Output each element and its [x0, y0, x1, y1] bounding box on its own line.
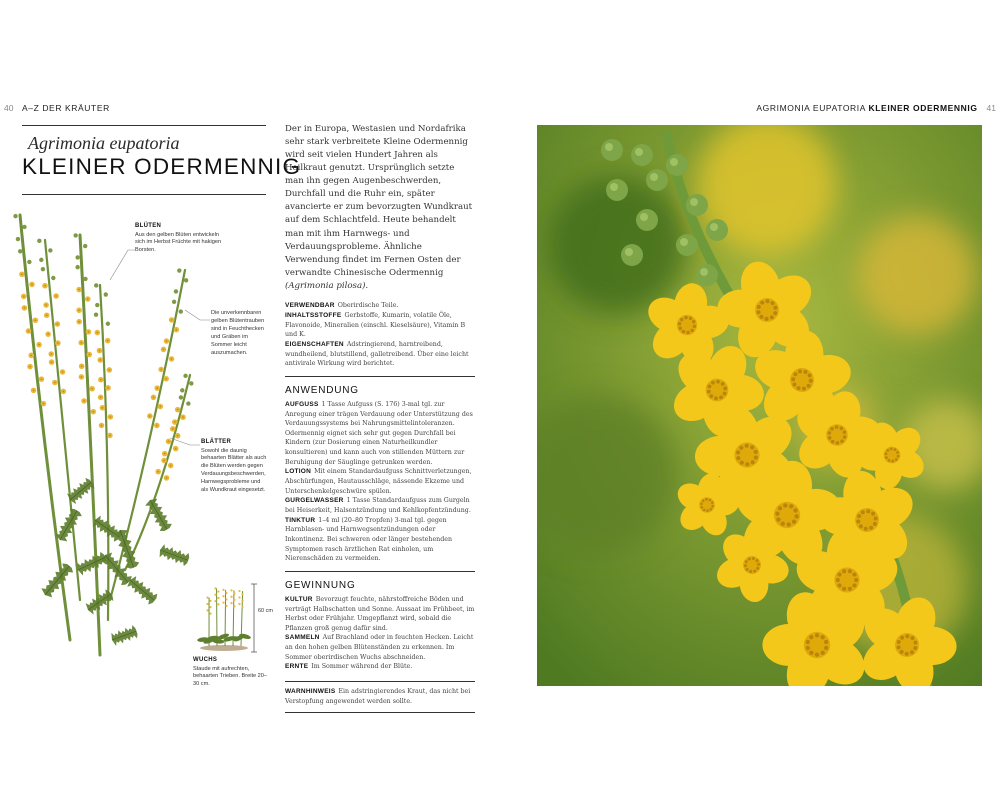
running-header-right: [756, 103, 996, 113]
flower-center: [55, 295, 57, 297]
fact-usable: VERWENDBAR Oberirdische Teile.: [285, 301, 399, 309]
stamen: [852, 572, 856, 576]
bud: [180, 388, 184, 392]
flower-center: [38, 344, 40, 346]
flower-center: [81, 376, 83, 378]
flower-center: [166, 477, 168, 479]
flower-center: [21, 273, 23, 275]
flower-center: [108, 369, 110, 371]
flower-center: [109, 416, 111, 418]
caption-leaves-text: Sowohl die daunig behaarten Blätter als auch die Blüten werden gegen Verdauungsbeschwerden, Harnwegsprobleme und als Wundkraut eingesetzt.: [201, 447, 267, 494]
stamen: [852, 583, 856, 587]
bokeh-blob: [857, 215, 977, 335]
common-name: KLEINER ODERMENNIG: [22, 154, 302, 179]
flower-center: [172, 428, 174, 430]
bud: [94, 283, 98, 287]
flower-center: [160, 369, 162, 371]
flower-center: [170, 465, 172, 467]
flower-center: [78, 321, 80, 323]
intro-text: Der in Europa, Westasien und Nordafrika sehr stark verbreitete Kleine Odermennig wird seit vielen Hundert Jahren als Heilkraut genutzt. Ursprünglich setzte man ihn gegen Augenbeschwerden, Durchfall und die Ruhr ein, später avancierte er zum bevorzugten Wundkraut auf dem Schlachtfeld. Heute behandelt man mit ihm Harnwegs- und Verdauungsprobleme. Ähnliche Verwendung findet im Fernen Osten der verwandte Chinesische Odermennig: [285, 124, 473, 278]
flower-center: [78, 289, 80, 291]
caption-leaves-label: BLÄTTER: [201, 439, 232, 445]
caption-growth-label: WUCHS: [193, 657, 218, 663]
caption-flowers-text: Aus den gelben Blüten entwickeln sich im Herbst Früchte mit hakigen Borsten.: [135, 231, 222, 254]
flower-center: [171, 319, 173, 321]
usage-tincture: TINKTUR 1–4 ml (20–80 Tropfen) 3-mal tgl. gegen Harnblasen- und Harnwegsentzündungen oder Inkontinenz. Bei schweren oder länger bestehenden Symptomen rasch ärztlichen Rat einholen, um Nierenschäden zu vermeiden.: [285, 516, 453, 563]
mini-flower: [222, 589, 224, 591]
title-rule-bottom: [22, 194, 266, 195]
bud: [51, 276, 55, 280]
growth-habit-illustration: [195, 580, 253, 652]
bud: [184, 278, 188, 282]
page-number-right: 41: [986, 103, 996, 113]
bud: [183, 374, 187, 378]
stamen: [842, 569, 846, 573]
flower-center: [100, 396, 102, 398]
warning-box: WARNHINWEIS Ein adstringierendes Kraut, das nicht bei Verstopfung angewendet werden sollte.: [285, 681, 475, 712]
flower-center: [56, 323, 58, 325]
stamen: [842, 587, 846, 591]
mini-flower: [209, 606, 211, 608]
flower-center: [174, 421, 176, 423]
mini-flower: [222, 602, 224, 604]
bud: [179, 309, 183, 313]
running-header-left: [4, 103, 110, 113]
flower-center: [177, 435, 179, 437]
photo-bud-highlight: [670, 158, 678, 166]
flower-center: [99, 350, 101, 352]
harvest-gathering: SAMMELN Auf Brachland oder in feuchten Hecken. Leicht an den hohen gelben Blütenständen zu erkennen. Im Sommer oberirdischen Wuchs abschneiden.: [285, 634, 474, 661]
photo-bud-highlight: [650, 173, 658, 181]
flower-center: [78, 309, 80, 311]
plant-photograph: [537, 125, 982, 686]
page-number-left: 40: [4, 103, 14, 113]
stem: [100, 285, 108, 620]
photo-bud: [696, 264, 718, 286]
stamen: [854, 578, 858, 582]
bud: [39, 258, 43, 262]
bud: [27, 260, 31, 264]
bud: [106, 322, 110, 326]
facts-block: [285, 301, 475, 369]
flower-center: [45, 304, 47, 306]
section-title: A–Z DER KRÄUTER: [21, 103, 110, 113]
flower-center: [62, 371, 64, 373]
mini-flower: [222, 595, 224, 597]
mini-flower: [214, 587, 216, 589]
flower-center: [47, 333, 49, 335]
flower-center: [159, 406, 161, 408]
leaf: [54, 507, 83, 543]
flower-center: [96, 332, 98, 334]
flower-center: [175, 329, 177, 331]
title-rule-top: [22, 125, 266, 126]
caption-spikes: [211, 310, 269, 358]
flower-center: [31, 284, 33, 286]
flower-center: [102, 407, 104, 409]
caption-flowers: [135, 222, 230, 255]
bud: [83, 244, 87, 248]
photo-bud: [601, 139, 623, 161]
caption-growth: [193, 656, 273, 689]
photo-bud: [686, 194, 708, 216]
photo-bud-highlight: [700, 268, 708, 276]
mini-flower: [230, 596, 232, 598]
bud: [83, 277, 87, 281]
mini-flower: [206, 609, 208, 611]
mini-flower: [217, 590, 219, 592]
harvest-crop: ERNTE Im Sommer während der Blüte.: [285, 663, 413, 671]
caption-flowers-label: BLÜTEN: [135, 223, 162, 229]
stamen: [836, 578, 840, 582]
intro-paragraph: [285, 123, 475, 293]
mini-flower: [214, 600, 216, 602]
flower-center: [156, 387, 158, 389]
flower-center: [30, 354, 32, 356]
flower-center: [57, 342, 59, 344]
flower-center: [165, 378, 167, 380]
leaf-vein: [150, 500, 167, 529]
bud: [48, 248, 52, 252]
flower-center: [163, 349, 165, 351]
intro-latin: (Agrimonia pilosa).: [285, 280, 369, 291]
mini-flower: [225, 605, 227, 607]
height-scale-bar: [250, 582, 258, 654]
bud: [75, 265, 79, 269]
photo-bud: [666, 154, 688, 176]
stamen: [837, 572, 841, 576]
flower-center: [101, 425, 103, 427]
caption-leader-flowers: [110, 250, 135, 280]
bud: [22, 225, 26, 229]
flower-center: [51, 361, 53, 363]
mini-flower: [206, 603, 208, 605]
mini-flower: [238, 596, 240, 598]
mini-flower: [230, 589, 232, 591]
header-latin-name: AGRIMONIA EUPATORIA: [756, 103, 866, 113]
flower-center: [182, 416, 184, 418]
flower-center: [109, 435, 111, 437]
flower-center: [62, 391, 64, 393]
photo-bud-highlight: [680, 238, 688, 246]
flower-center: [171, 358, 173, 360]
photo-bud-highlight: [640, 213, 648, 221]
bud: [174, 289, 178, 293]
fact-properties: EIGENSCHAFTEN Adstringierend, harntreibend, wundheilend, blutstillend, galletreibend. Über eine leicht antivirale Wirkung wird berichtet.: [285, 340, 469, 368]
bud: [177, 268, 181, 272]
mini-flower: [238, 590, 240, 592]
usage-gargle: GURGELWASSER 1 Tasse Standardaufguss zum Gurgeln bei Heiserkeit, Halsentzündung und Kehlkopfentzündung.: [285, 497, 471, 514]
mini-flower: [217, 597, 219, 599]
flower-center: [177, 409, 179, 411]
flower-center: [164, 453, 166, 455]
mini-flower: [241, 606, 243, 608]
flower-center: [163, 460, 165, 462]
leaf: [75, 551, 108, 576]
flower-center: [29, 366, 31, 368]
flower-center: [88, 354, 90, 356]
mini-flower: [241, 600, 243, 602]
mini-flower: [217, 603, 219, 605]
photo-bud: [646, 169, 668, 191]
bud: [75, 255, 79, 259]
flower-center: [34, 319, 36, 321]
flower-center: [54, 382, 56, 384]
flower-center: [41, 378, 43, 380]
leaf: [158, 543, 191, 566]
bud: [94, 312, 98, 316]
flower-center: [87, 298, 89, 300]
mini-flower: [209, 600, 211, 602]
photo-bud: [636, 209, 658, 231]
latin-name: Agrimonia eupatoria: [28, 133, 180, 153]
caption-leader-spikes: [185, 310, 210, 320]
mini-flower: [230, 602, 232, 604]
mini-flower: [241, 593, 243, 595]
harvest-cultivation: KULTUR Bevorzugt feuchte, nährstoffreiche Böden und verträgt Halbschatten und Sonne. Aussaat im Frühbeet, im Herbst oder Frühjahr. Umgepflanzt wird, sobald die Pflanzen groß genug dafür sind.: [285, 595, 475, 632]
stamen: [837, 583, 841, 587]
flower-center: [100, 379, 102, 381]
usage-infusion: AUFGUSS 1 Tasse Aufguss (S. 176) 3-mal tgl. zur Anregung einer trägen Verdauung oder Unterstützung des Verdauungssystems bei Nahrungsmittelintoleranzen. Odermennig eignet sich sehr gut gegen Durchfall bei Kindern (zur Dosierung einen Naturheilkundler konsultieren) und kann auch von stillenden Müttern zur Beruhigung der Säuglinge getrunken werden.: [285, 400, 473, 466]
flower-center: [91, 388, 93, 390]
stamen: [848, 569, 852, 573]
photo-bud-highlight: [710, 223, 718, 231]
flower-center: [24, 307, 26, 309]
flower-center: [44, 285, 46, 287]
height-label: 60 cm: [258, 608, 273, 614]
bud: [104, 292, 108, 296]
mini-flower: [206, 596, 208, 598]
photo-bud-highlight: [605, 143, 613, 151]
photo-bud: [706, 219, 728, 241]
bud: [73, 233, 77, 237]
stamen: [848, 587, 852, 591]
mini-flower: [209, 612, 211, 614]
leaf: [40, 561, 75, 599]
bud: [179, 395, 183, 399]
section-usage-heading: ANWENDUNG: [285, 376, 475, 398]
flower-center: [157, 471, 159, 473]
photo-bud-highlight: [635, 148, 643, 156]
flower-center: [80, 342, 82, 344]
photo-bud: [621, 244, 643, 266]
bud: [186, 401, 190, 405]
photo-bud: [631, 144, 653, 166]
flower-center: [81, 365, 83, 367]
mini-flower: [225, 598, 227, 600]
caption-leader-leaves: [170, 438, 200, 445]
mini-flower: [233, 599, 235, 601]
photo-bud: [676, 234, 698, 256]
flower-center: [43, 403, 45, 405]
mini-flower: [238, 603, 240, 605]
caption-growth-text: Staude mit aufrechten, behaarten Trieben. Breite 20–30 cm.: [193, 665, 268, 688]
mini-flower: [233, 605, 235, 607]
leaf: [110, 625, 139, 647]
flower-center: [149, 415, 151, 417]
mini-flower: [214, 594, 216, 596]
flower-center: [88, 331, 90, 333]
flower-center: [107, 387, 109, 389]
bud: [16, 237, 20, 241]
bud: [189, 381, 193, 385]
flower-center: [153, 396, 155, 398]
flower-center: [166, 340, 168, 342]
bud: [95, 303, 99, 307]
flower-center: [92, 411, 94, 413]
photo-bud-highlight: [625, 248, 633, 256]
bud: [13, 214, 17, 218]
section-harvest-heading: GEWINNUNG: [285, 571, 475, 593]
flower-center: [83, 400, 85, 402]
photo-bud-highlight: [610, 183, 618, 191]
bud: [41, 267, 45, 271]
flower-center: [156, 425, 158, 427]
bud: [37, 239, 41, 243]
header-common-name: KLEINER ODERMENNIG: [868, 103, 978, 113]
flower-center: [50, 353, 52, 355]
fact-constituents: INHALTSSTOFFE Gerbstoffe, Kumarin, volatile Öle, Flavonoide, Mineralien (einschl. Kieselsäure), Vitamin B und K.: [285, 311, 466, 339]
caption-spikes-text: Die unverkennbaren gelben Blütentrauben sind in Feuchthecken und Gräben im Sommer leicht auszumachen.: [211, 310, 265, 356]
mini-flower: [225, 592, 227, 594]
caption-leaves: [201, 438, 267, 495]
flower-center: [23, 296, 25, 298]
bud: [18, 249, 22, 253]
flower-center: [99, 359, 101, 361]
flower-center: [46, 314, 48, 316]
flower-center: [28, 330, 30, 332]
text-column: [285, 123, 475, 713]
flower-center: [168, 441, 170, 443]
photo-bud: [606, 179, 628, 201]
flower-center: [175, 448, 177, 450]
bud: [172, 300, 176, 304]
flower-center: [107, 340, 109, 342]
mini-flower: [233, 592, 235, 594]
stem: [45, 240, 80, 600]
usage-lotion: LOTION Mit einem Standardaufguss Schnittverletzungen, Abschürfungen, Hautausschläge, nässende Ekzeme und Unterschenkelgeschwüre spülen.: [285, 468, 472, 495]
photo-bud-highlight: [690, 198, 698, 206]
flower-center: [33, 390, 35, 392]
